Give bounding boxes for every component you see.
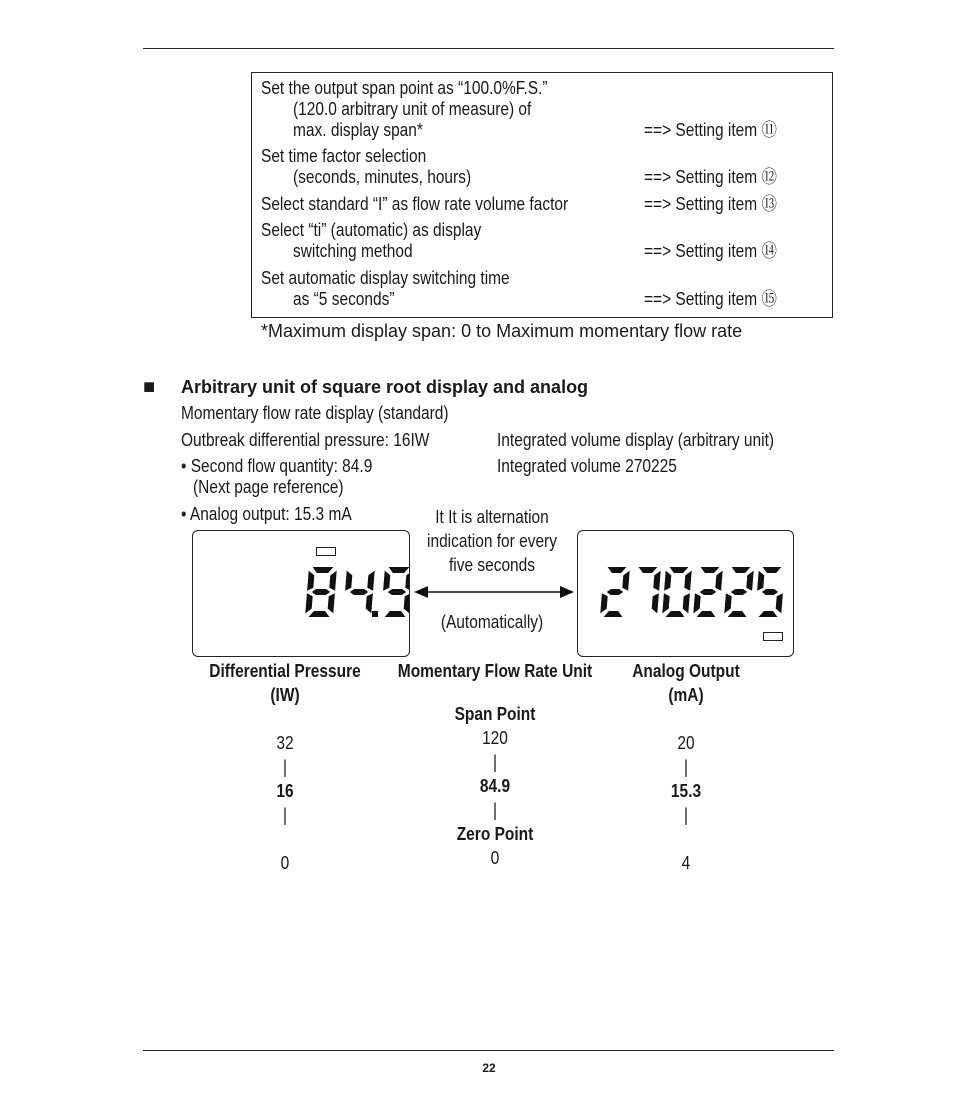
lcd-segment bbox=[307, 571, 314, 591]
setting-item-ref: ==> Setting item ⑭ bbox=[644, 241, 777, 261]
right-lcd-display bbox=[577, 530, 794, 657]
lcd-segment bbox=[367, 571, 374, 591]
span-point-label: Span Point bbox=[454, 704, 536, 724]
lcd-segment bbox=[329, 571, 336, 591]
lcd-segment bbox=[757, 571, 764, 591]
flow-line: • Second flow quantity: 84.9 bbox=[181, 456, 373, 476]
pressure-header: Differential Pressure bbox=[209, 661, 361, 681]
lcd-segment bbox=[385, 611, 406, 617]
flow-zero-value: 0 bbox=[490, 848, 500, 868]
lcd-segment bbox=[405, 571, 409, 591]
flow-reference: (Next page reference) bbox=[193, 477, 344, 497]
lcd-segment bbox=[652, 593, 659, 613]
settings-text: Set time factor selection bbox=[261, 146, 427, 166]
lcd-segment bbox=[662, 593, 669, 613]
top-rule bbox=[143, 48, 834, 49]
lcd-segment bbox=[762, 589, 778, 595]
lcd-segment bbox=[683, 593, 690, 613]
alternation-note bbox=[415, 505, 570, 577]
lcd-segment bbox=[622, 571, 629, 591]
lcd-segment bbox=[345, 571, 352, 591]
lcd-segment bbox=[309, 611, 330, 617]
analog-span-value: 20 bbox=[677, 733, 695, 753]
section-bullet-icon: ■ bbox=[143, 376, 156, 398]
lcd-segment bbox=[728, 611, 747, 617]
settings-row bbox=[261, 78, 832, 141]
settings-text: switching method bbox=[293, 241, 413, 261]
lcd-segment bbox=[666, 611, 685, 617]
lcd-decimal-point bbox=[372, 611, 378, 617]
lcd-segment bbox=[746, 571, 753, 591]
lcd-segment bbox=[350, 589, 368, 595]
lcd-segment bbox=[305, 593, 312, 613]
lcd-segment bbox=[776, 593, 783, 613]
settings-row bbox=[261, 268, 832, 310]
analog-header: Analog Output bbox=[632, 661, 740, 681]
analog-unit: (mA) bbox=[668, 685, 704, 705]
alternation-line: five seconds bbox=[448, 555, 536, 575]
lcd-segment bbox=[759, 611, 778, 617]
flow-column bbox=[392, 659, 598, 870]
tick-mark: | bbox=[492, 752, 498, 772]
left-lcd-display bbox=[192, 530, 410, 657]
setting-item-ref: ==> Setting item ⑬ bbox=[644, 194, 777, 214]
right-lcd-segments bbox=[600, 567, 783, 617]
settings-text: Select standard “I” as flow rate volume factor bbox=[261, 194, 569, 214]
lcd-segment bbox=[313, 567, 334, 573]
tick-mark: | bbox=[282, 757, 288, 777]
integrated-title: Integrated volume display (arbitrary unit) bbox=[497, 430, 775, 450]
pressure-span-value: 32 bbox=[276, 733, 294, 753]
lcd-segment bbox=[701, 567, 720, 573]
footnote: *Maximum display span: 0 to Maximum momentary flow rate bbox=[261, 321, 743, 341]
setting-item-ref: ==> Setting item ⑪ bbox=[644, 120, 777, 140]
lcd-segment bbox=[608, 567, 627, 573]
lcd-segment bbox=[700, 589, 716, 595]
analog-column bbox=[600, 659, 772, 875]
lcd-segment bbox=[388, 589, 406, 595]
lcd-segment bbox=[639, 567, 658, 573]
page-number: 22 bbox=[482, 1061, 496, 1075]
tick-mark: | bbox=[492, 800, 498, 820]
flow-header: Momentary Flow Rate Unit bbox=[397, 661, 593, 681]
left-lcd-segments bbox=[305, 567, 409, 617]
lcd-segment bbox=[607, 589, 623, 595]
setting-item-ref: ==> Setting item ⑫ bbox=[644, 167, 777, 187]
settings-text: Set the output span point as “100.0%F.S.” bbox=[261, 78, 548, 98]
lcd-segment bbox=[312, 589, 330, 595]
pressure-current-value: 16 bbox=[276, 781, 294, 801]
lcd-segment bbox=[664, 571, 671, 591]
automatic-label: (Automatically) bbox=[440, 612, 544, 632]
settings-text: (120.0 arbitrary unit of measure) of bbox=[293, 99, 532, 119]
flow-current-value: 84.9 bbox=[479, 776, 511, 796]
settings-text: max. display span* bbox=[293, 120, 423, 140]
lcd-segment bbox=[653, 571, 660, 591]
pressure-zero-value: 0 bbox=[280, 853, 290, 873]
lcd-segment bbox=[604, 611, 623, 617]
alternation-line: It It is alternation bbox=[435, 507, 549, 527]
settings-text: (seconds, minutes, hours) bbox=[293, 167, 472, 187]
tick-mark: | bbox=[683, 757, 689, 777]
analog-current-value: 15.3 bbox=[670, 781, 702, 801]
lcd-segment bbox=[328, 593, 335, 613]
lcd-segment bbox=[724, 593, 731, 613]
lcd-segment bbox=[670, 567, 689, 573]
right-lcd-digits bbox=[578, 531, 793, 656]
lcd-segment bbox=[684, 571, 691, 591]
integrated-value: Integrated volume 270225 bbox=[497, 456, 677, 476]
lcd-segment bbox=[389, 567, 409, 573]
lcd-segment bbox=[600, 593, 607, 613]
settings-text: Set automatic display switching time bbox=[261, 268, 510, 288]
bottom-rule bbox=[143, 1050, 834, 1051]
tick-mark: | bbox=[683, 805, 689, 825]
zero-point-label: Zero Point bbox=[456, 824, 534, 844]
left-lcd-digits bbox=[193, 531, 409, 656]
analog-zero-value: 4 bbox=[681, 853, 691, 873]
alternation-line: indication for every bbox=[427, 531, 557, 551]
double-arrow-icon bbox=[414, 585, 574, 599]
analog-line: • Analog output: 15.3 mA bbox=[181, 504, 352, 524]
setting-item-ref: ==> Setting item ⑮ bbox=[644, 289, 777, 309]
lcd-segment bbox=[731, 589, 747, 595]
lcd-segment bbox=[383, 571, 390, 591]
lcd-segment bbox=[693, 593, 700, 613]
pressure-unit: (IW) bbox=[270, 685, 300, 705]
section-title: Arbitrary unit of square root display and analog bbox=[181, 377, 589, 397]
settings-row bbox=[261, 220, 832, 262]
lcd-segment bbox=[715, 571, 722, 591]
lcd-segment bbox=[404, 593, 409, 613]
settings-text: Select “ti” (automatic) as display bbox=[261, 220, 482, 240]
settings-box bbox=[251, 72, 833, 318]
settings-row bbox=[261, 146, 832, 188]
lcd-segment bbox=[763, 567, 782, 573]
settings-row bbox=[261, 194, 832, 215]
flow-span-value: 120 bbox=[482, 728, 508, 748]
tick-mark: | bbox=[282, 805, 288, 825]
lcd-segment bbox=[697, 611, 716, 617]
pressure-line: Outbreak differential pressure: 16IW bbox=[181, 430, 430, 450]
settings-text: as “5 seconds” bbox=[293, 289, 395, 309]
lcd-segment bbox=[732, 567, 751, 573]
lcd-segment bbox=[366, 593, 373, 613]
pressure-column bbox=[199, 659, 371, 875]
section-subtitle: Momentary flow rate display (standard) bbox=[181, 403, 449, 423]
